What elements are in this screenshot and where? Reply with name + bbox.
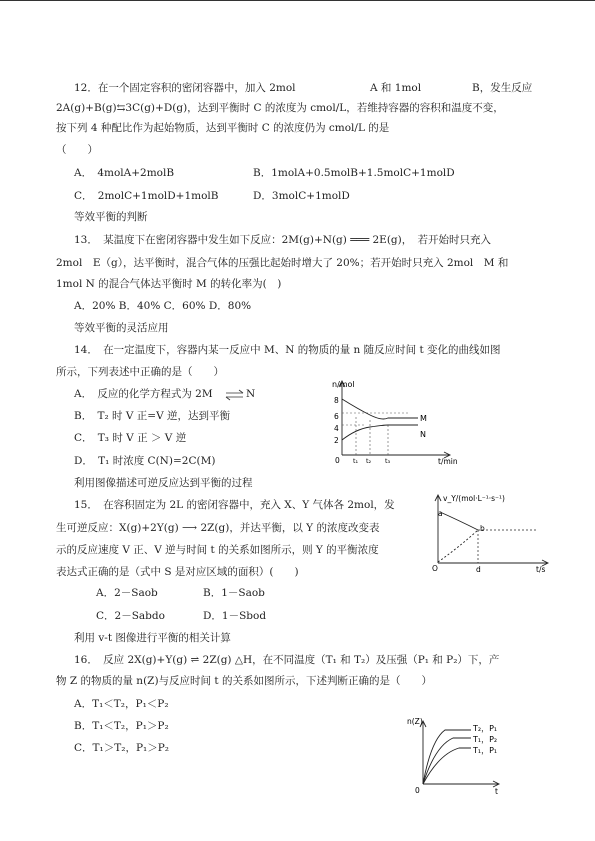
page-top-rule (0, 0, 595, 1)
q12-line1: 12．在一个固定容积的密闭容器中，加入 2mol (74, 82, 296, 94)
reversible-arrow-icon (225, 389, 245, 401)
q12-topic-tag: 等效平衡的判断 (74, 211, 148, 223)
q12-line1b: A 和 1mol (370, 82, 422, 94)
q12-line1c: B，发生反应 (472, 82, 533, 94)
q16-nz-t-graph (405, 712, 555, 800)
q15-option-d: D．1－Sbod (203, 610, 267, 622)
q14-y-tick: 2 (334, 436, 339, 445)
q16-origin-label: 0 (415, 786, 420, 795)
q16-curve-mid (423, 738, 471, 784)
q16-x-axis-label: t (495, 787, 498, 796)
q16-line1: 16． 反应 2X(g)+Y(g) ⇌ 2Z(g) △H，在不同温度（T₁ 和 T₂）及压强（P₁ 和 P₂）下，产 (74, 654, 500, 666)
q16-option-c: C．T₁＞T₂，P₁＞P₂ (74, 742, 170, 754)
q12-option-b: B．1molA+0.5molB+1.5molC+1molD (253, 167, 455, 179)
q14-n-t-graph (320, 375, 460, 467)
q12-option-a: A． 4molA+2molB (74, 167, 175, 179)
q14-x-tick: t₃ (385, 457, 391, 465)
q14-y-axis-label: n/mol (332, 380, 355, 389)
q13-options: A．20% B．40% C．60% D．80% (74, 300, 252, 312)
q13-line1: 13． 某温度下在密闭容器中发生如下反应：2M(g)+N(g) ═══ 2E(g)， 若开始时只充入 (74, 234, 492, 246)
q14-x-tick: t₁ (353, 457, 359, 465)
q15-curve-forward (440, 512, 478, 530)
q15-line3: 示的反应速度 V 正、V 逆与时间 t 的关系如图所示，则 Y 的平衡浓度 (56, 544, 379, 556)
q15-line1: 15． 在容积固定为 2L 的密闭容器中，充入 X、Y 气体各 2mol，发 (74, 499, 395, 511)
q15-x-axis-label: t/s (536, 565, 546, 574)
q15-option-a: A．2－Saob (96, 587, 158, 599)
q14-series-label-m: M (420, 414, 427, 423)
q15-topic-tag: 利用 v-t 图像进行平衡的相关计算 (74, 632, 231, 644)
q14-y-tick: 6 (334, 412, 339, 421)
q14-x-axis-label: t/min (438, 457, 458, 466)
q15-origin-label: O (432, 564, 438, 573)
q14-option-d: D． T₁ 时浓度 C(N)=2C(M) (74, 455, 216, 467)
q14-y-tick: 4 (334, 424, 339, 433)
q15-line4: 表达式正确的是（式中 S 是对应区域的面积）( ) (56, 566, 299, 578)
q15-option-b: B．1－Saob (203, 587, 265, 599)
q16-y-axis-label: n(Z) (407, 717, 423, 726)
q12-option-d: D．3molC+1molD (253, 190, 350, 202)
q14-topic-tag: 利用图像描述可逆反应达到平衡的过程 (74, 477, 253, 489)
q16-line2: 物 Z 的物质的量 n(Z)与反应时间 t 的关系如图所示，下述判断正确的是（ ） (56, 675, 432, 687)
q13-line3: 1mol N 的混合气体达平衡时 M 的转化率为( ) (56, 278, 282, 290)
q16-curve-label: T₁，P₂ (473, 735, 498, 744)
q14-option-c: C． T₃ 时 V 正 ＞ V 逆 (74, 432, 187, 444)
q15-point-d-label: d (476, 565, 481, 574)
q12-option-c: C． 2molC+1molD+1molB (74, 190, 219, 202)
q15-point-b-label: b (480, 524, 485, 533)
q14-y-tick: 8 (334, 396, 339, 405)
q15-curve-reverse (438, 530, 478, 562)
q12-line3: 按下列 4 种配比作为起始物质，达到平衡时 C 的浓度仍为 cmol/L 的是 (56, 122, 390, 134)
q12-line2: 2A(g)+B(g)⇆3C(g)+D(g)，达到平衡时 C 的浓度为 cmol/L，若维持容器的容积和温度不变， (56, 102, 504, 114)
q14-option-a-product: N (246, 388, 256, 400)
q14-option-b: B． T₂ 时 V 正=V 逆，达到平衡 (74, 410, 230, 422)
q16-option-a: A．T₁＜T₂，P₁＜P₂ (74, 698, 169, 710)
q15-y-axis-label: v_Y/(mol·L⁻¹·s⁻¹) (443, 494, 505, 503)
q14-x-tick: t₂ (366, 457, 372, 465)
q15-line2: 生可逆反应：X(g)+2Y(g) ⟶ 2Z(g)，并达平衡，以 Y 的浓度改变表 (56, 522, 380, 534)
q16-curve-label: T₁，P₁ (473, 746, 498, 755)
q14-line2: 所示，下列表述中正确的是（ ） (56, 366, 224, 378)
q16-curve-label: T₂，P₁ (473, 724, 498, 733)
q14-curve-m (342, 425, 418, 440)
q14-line1: 14． 在一定温度下，容器内某一反应中 M、N 的物质的量 n 随反应时间 t 变化的曲线如图 (74, 344, 501, 356)
q14-series-label-n: N (420, 430, 426, 439)
q13-line2: 2mol E（g），达平衡时，混合气体的压强比起始时增大了 20%；若开始时只充入 2mol M 和 (56, 257, 509, 269)
q12-answer-paren: （ ） (56, 144, 98, 156)
q16-option-b: B．T₁＜T₂，P₁＞P₂ (74, 720, 169, 732)
q15-v-t-graph (428, 488, 558, 576)
q13-topic-tag: 等效平衡的灵活应用 (74, 322, 169, 334)
q14-curve-n (342, 399, 418, 419)
q15-point-a-label: a (438, 509, 443, 518)
q15-option-c: C．2－Sabdo (96, 610, 165, 622)
q14-origin-label: 0 (335, 456, 340, 465)
q14-option-a: A． 反应的化学方程式为 2M (74, 388, 213, 400)
